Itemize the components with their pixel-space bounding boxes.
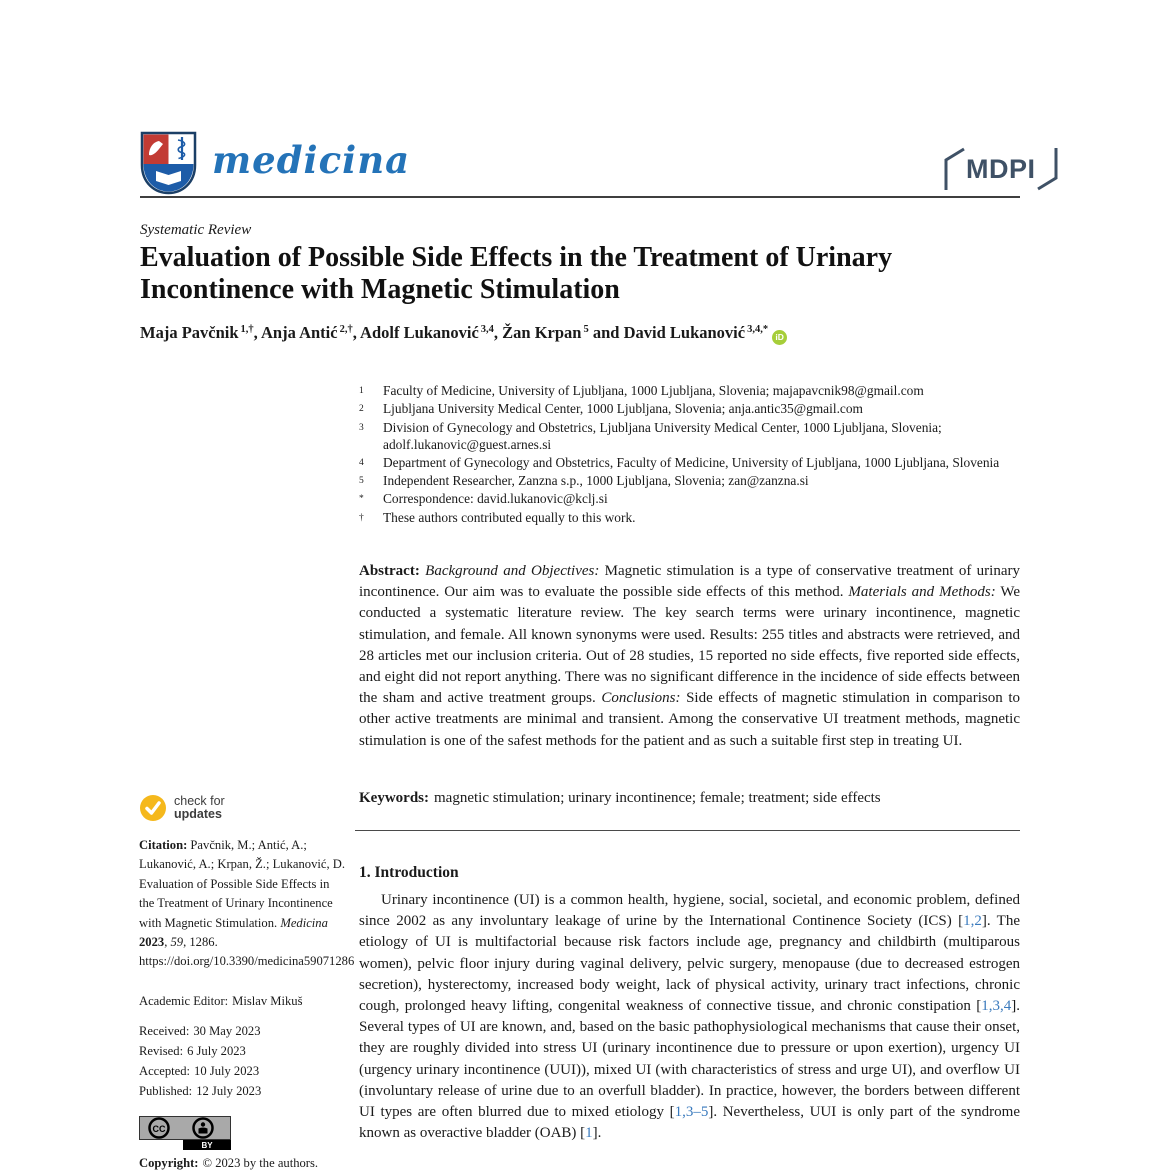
journal-shield-icon — [140, 131, 197, 195]
cc-by-icon — [139, 1116, 231, 1150]
affiliation-marker: 3 — [359, 422, 364, 433]
affiliation-marker: † — [359, 512, 364, 523]
intro-paragraph — [359, 890, 1020, 1144]
keywords — [359, 790, 1020, 807]
citation-pages: , 1286. — [183, 935, 218, 950]
page-title: Evaluation of Possible Side Effects in the Treatment of Urinary Incontinence with Magnetic Stimulation — [140, 242, 893, 305]
mdpi-wordmark: MDPI — [966, 153, 1036, 184]
author-name: Maja Pavčnik — [140, 323, 239, 342]
author-name: and David Lukanović — [588, 323, 746, 342]
date-row — [139, 1062, 359, 1082]
check-updates-line1: check for — [174, 793, 225, 808]
cc-license-badge[interactable] — [139, 1116, 231, 1155]
orcid-icon[interactable]: iD — [772, 330, 787, 345]
check-updates-line2: updates — [174, 807, 222, 821]
affiliations-list — [359, 382, 1021, 527]
mdpi-bracket-right-icon — [1037, 146, 1061, 192]
svg-text:BY: BY — [201, 1141, 213, 1150]
affiliation-item — [359, 509, 1021, 527]
citation-label: Citation: — [139, 838, 188, 852]
author-name: , Anja Antić — [253, 323, 338, 342]
affiliation-item — [359, 472, 1021, 490]
author-superscript: 2,† — [339, 324, 353, 335]
affiliation-item — [359, 419, 1021, 454]
abstract — [359, 561, 1020, 752]
abstract-label: Abstract: — [359, 563, 420, 579]
affiliation-marker: 5 — [359, 476, 364, 487]
citation-year: 2023 — [139, 935, 165, 950]
date-value: 12 July 2023 — [196, 1083, 262, 1098]
mdpi-bracket-left-icon — [941, 146, 965, 192]
date-label: Revised: — [139, 1043, 184, 1058]
abstract-segment: Magnetic stimulation is a type of conservative treatment of urinary incontinence. Our aim was to evaluate the possible side effects of this method. — [359, 563, 1020, 601]
check-icon — [139, 794, 167, 822]
check-updates-badge[interactable] — [139, 794, 225, 822]
header-rule — [140, 196, 1020, 198]
svg-text:CC: CC — [152, 1124, 166, 1134]
publisher-logo — [941, 146, 1061, 192]
citation-link[interactable]: 1,3,4 — [981, 998, 1012, 1015]
academic-editor-label: Academic Editor: — [139, 994, 229, 1008]
citation-block — [139, 836, 355, 972]
paragraph-text: ]. — [592, 1125, 602, 1142]
paragraph-text: ]. Nevertheless, UUI is only part of the syndrome known as overactive bladder (OAB) [ — [359, 1104, 1020, 1142]
keywords-label: Keywords: — [359, 790, 429, 806]
citation-volume: 59 — [170, 935, 184, 950]
date-label: Published: — [139, 1083, 193, 1098]
author-superscript: 3,4 — [480, 324, 494, 335]
abstract-segment: We conducted a systematic literature review. The key search terms were urinary incontinence, magnetic stimulation, and female. All known synonyms were used. Results: 255 titles and abstracts were retrieved, and 28 articles met our inclusion criteria. Out of 28 studies, 15 reported no side effects, five reported side effects, and eight did not report anything. There was no significant difference in the incidence of side effects between the sham and active treatment groups. — [359, 584, 1020, 707]
journal-name: medicina — [212, 138, 411, 182]
author-superscript: 1,† — [240, 324, 254, 335]
citation-journal: Medicina — [280, 915, 328, 930]
affiliation-item — [359, 382, 1021, 400]
citation-link[interactable]: 1,3–5 — [674, 1104, 709, 1121]
author-name: , Žan Krpan — [493, 323, 582, 342]
author-name: , Adolf Lukanović — [352, 323, 479, 342]
article-type: Systematic Review — [140, 222, 252, 238]
date-row — [139, 1082, 359, 1102]
copyright-note — [139, 1154, 351, 1170]
author-superscript: 5 — [583, 324, 589, 335]
abstract-segment: Materials and Methods: — [848, 584, 996, 601]
date-value: 10 July 2023 — [194, 1063, 260, 1078]
copyright-label: Copyright: — [139, 1156, 199, 1170]
affiliation-marker: 4 — [359, 457, 364, 468]
date-value: 30 May 2023 — [193, 1024, 261, 1038]
paragraph-text: ]. Several types of UI are known, and, based on the basic pathophysiological mechanisms that cause their onset, they are roughly divided into stress UI (urinary incontinence due to pressure or upon exertion), urgency UI (urgency urinary incontinence (UUI)), mixed UI (with characteristics of stress and urge UI), and overflow UI (involuntary release of urine due to an overfull bladder). In practice, however, the borders between different UI types are often blurred due to mixed etiology [ — [359, 998, 1020, 1121]
section-divider — [355, 830, 1020, 831]
date-value: 6 July 2023 — [187, 1043, 246, 1058]
date-row — [139, 1022, 359, 1042]
affiliation-marker: 2 — [359, 404, 364, 415]
affiliation-text: Independent Researcher, Zanzna s.p., 1000 Ljubljana, Slovenia; zan@zanzna.si — [383, 473, 809, 489]
date-row — [139, 1042, 359, 1062]
affiliation-text: Division of Gynecology and Obstetrics, Ljubljana University Medical Center, 1000 Ljubljana, Slovenia; adolf.lukanovic@guest.arnes.si — [383, 419, 942, 453]
academic-editor-name: Mislav Mikuš — [232, 994, 303, 1008]
history-dates — [139, 1022, 359, 1102]
affiliation-text: Correspondence: david.lukanovic@kclj.si — [383, 491, 608, 507]
affiliation-item — [359, 400, 1021, 418]
author-superscript: 3,4,* — [747, 324, 769, 335]
check-updates-text — [174, 795, 225, 822]
journal-logo — [140, 131, 410, 195]
affiliation-item — [359, 454, 1021, 472]
citation-text: Pavčnik, M.; Antić, A.; Lukanović, A.; Krpan, Ž.; Lukanović, D. Evaluation of Possible Side Effects in the Treatment of Urinary Incontinence with Magnetic Stimulation. — [139, 838, 346, 930]
citation-sep: , — [164, 935, 171, 950]
section-heading: 1. Introduction — [359, 864, 459, 881]
paragraph-text: ]. The etiology of UI is multifactorial because risk factors include age, pregnancy and childbirth (multiparous women), pelvic floor injury during vaginal delivery, pelvic surgery, menopause (due to decreased estrogen secretion), hysterectomy, increased body weight, lack of physical activity, urinary tract infections, chronic cough, prolonged heavy lifting, congenital weakness of connective tissue, and chronic constipation [ — [359, 913, 1020, 1015]
affiliation-text: Faculty of Medicine, University of Ljubljana, 1000 Ljubljana, Slovenia; majapavcnik98@gmail.com — [383, 383, 924, 398]
authors-line — [140, 322, 1024, 347]
abstract-segment: Conclusions: — [601, 690, 681, 707]
affiliation-text: Department of Gynecology and Obstetrics, Faculty of Medicine, University of Ljubljana, 1000 Ljubljana, Slovenia — [383, 454, 1000, 470]
citation-link[interactable]: 1 — [585, 1125, 593, 1142]
doi-link[interactable]: https://doi.org/10.3390/medicina59071286 — [139, 954, 355, 969]
keywords-text: magnetic stimulation; urinary incontinence; female; treatment; side effects — [434, 790, 881, 806]
citation-link[interactable]: 1,2 — [963, 913, 982, 930]
copyright-text: © 2023 by the authors. — [202, 1156, 319, 1170]
affiliation-text: Ljubljana University Medical Center, 1000 Ljubljana, Slovenia; anja.antic35@gmail.com — [383, 401, 863, 417]
abstract-segment: Background and Objectives: — [419, 563, 600, 579]
affiliation-marker: * — [359, 494, 364, 505]
affiliation-text: These authors contributed equally to this work. — [383, 509, 636, 525]
date-label: Received: — [139, 1024, 190, 1038]
date-label: Accepted: — [139, 1063, 191, 1078]
affiliation-marker: 1 — [359, 386, 364, 396]
academic-editor — [139, 994, 359, 1009]
abstract-segment: Side effects of magnetic stimulation in comparison to other active treatments are minimal and transient. Among the conservative UI treatment methods, magnetic stimulation is one of the safest methods for the patient and as such a suitable first step in treating UI. — [359, 690, 1020, 749]
paragraph-text: Urinary incontinence (UI) is a common health, hygiene, social, societal, and economic problem, defined since 2002 as any involuntary leakage of urine by the International Continence Society (ICS) [ — [359, 892, 1020, 930]
affiliation-item — [359, 490, 1021, 508]
